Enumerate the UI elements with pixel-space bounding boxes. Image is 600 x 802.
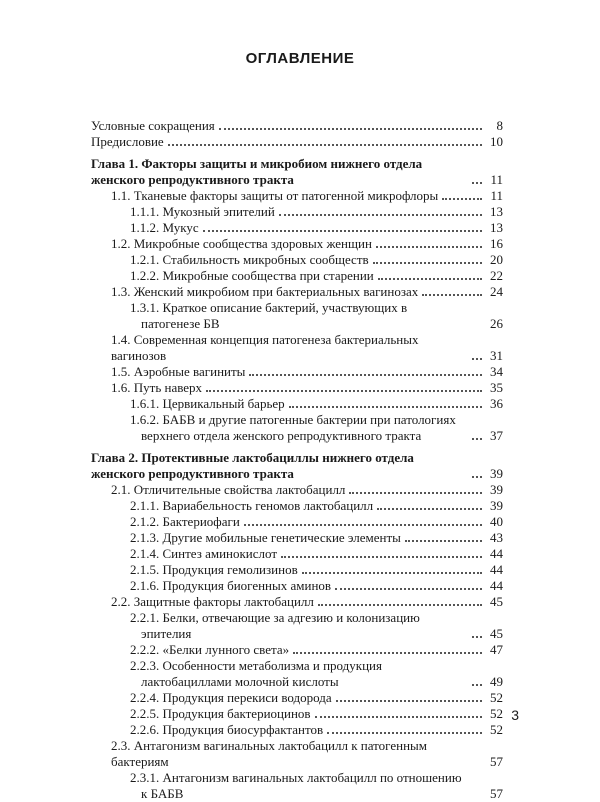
- dot-leader: [206, 390, 482, 392]
- dot-leader: [377, 508, 482, 510]
- dot-leader: [318, 604, 482, 606]
- dot-leader: [378, 278, 482, 280]
- toc-entry[interactable]: [91, 204, 503, 220]
- toc-entry-page: 11: [490, 172, 503, 187]
- toc-entry[interactable]: [91, 498, 503, 514]
- toc-entry-title: 2.2.5. Продукция бактериоцинов: [130, 706, 311, 721]
- toc-entry[interactable]: [91, 610, 503, 642]
- dot-leader: [472, 684, 482, 686]
- toc-entry[interactable]: [91, 642, 503, 658]
- dot-leader: [289, 406, 482, 408]
- toc-entry-title: 2.2.6. Продукция биосурфактантов: [130, 722, 324, 737]
- toc-entry-page: 57: [490, 786, 503, 801]
- toc-entry-page: 44: [490, 562, 503, 577]
- toc-entry-page: 26: [490, 316, 503, 331]
- toc-entry-title: 2.3. Антагонизм вагинальных лактобацилл к патогенным бактериям: [111, 738, 427, 769]
- toc-entry-title: 2.2.4. Продукция перекиси водорода: [130, 690, 332, 705]
- toc-entry-title: 1.3.1. Краткое описание бактерий, участвующих в патогенезе БВ: [130, 300, 408, 331]
- toc-entry[interactable]: [91, 396, 503, 412]
- toc-entry[interactable]: [91, 530, 503, 546]
- dot-leader: [279, 214, 482, 216]
- toc-entry-title: 1.6.2. БАБВ и другие патогенные бактерии при патологиях верхнего отдела женского репродуктивного тракта: [130, 412, 456, 443]
- page-number: 3: [511, 707, 519, 723]
- dot-leader: [203, 230, 482, 232]
- toc-entry-title: 2.1.6. Продукция биогенных аминов: [130, 578, 332, 593]
- toc-entry-page: 39: [490, 498, 503, 513]
- toc-entry-title: 1.6. Путь наверх: [111, 380, 203, 395]
- toc-entry-title: 1.2.1. Стабильность микробных сообществ: [130, 252, 369, 267]
- toc-entry-page: 47: [490, 642, 503, 657]
- toc-entry[interactable]: [91, 658, 503, 690]
- dot-leader: [422, 294, 482, 296]
- toc-entry-page: 36: [490, 396, 503, 411]
- toc-entry-page: 44: [490, 546, 503, 561]
- toc-entry-page: 45: [490, 594, 503, 609]
- toc-entry-title: 2.2.1. Белки, отвечающие за адгезию и колонизацию эпителия: [130, 610, 420, 641]
- toc-entry-page: 16: [490, 236, 503, 251]
- toc-entry-page: 39: [490, 482, 503, 497]
- toc-entry-page: 40: [490, 514, 503, 529]
- toc-entry-title: Глава 1. Факторы защиты и микробиом нижнего отдела женского репродуктивного тракта: [91, 156, 423, 187]
- toc-entry-page: 52: [490, 706, 503, 721]
- dot-leader: [472, 358, 482, 360]
- dot-leader: [472, 476, 482, 478]
- toc-entry-page: 57: [490, 754, 503, 769]
- toc-entry-title: 2.2.3. Особенности метаболизма и продукция лактобациллами молочной кислоты: [130, 658, 382, 689]
- dot-leader: [405, 540, 482, 542]
- toc-entry-page: 20: [490, 252, 503, 267]
- toc-entry-page: 11: [490, 188, 503, 203]
- dot-leader: [168, 144, 482, 146]
- toc-entry-page: 13: [490, 204, 503, 219]
- toc-entry[interactable]: [91, 722, 503, 738]
- toc-entry[interactable]: [91, 594, 503, 610]
- toc-entry-page: 10: [490, 134, 503, 149]
- toc-entry[interactable]: [91, 690, 503, 706]
- toc-entry-title: 2.1. Отличительные свойства лактобацилл: [111, 482, 346, 497]
- toc-entry-title: Предисловие: [91, 134, 164, 149]
- toc-entry-page: 49: [490, 674, 503, 689]
- toc-entry-title: 2.1.3. Другие мобильные генетические элементы: [130, 530, 401, 545]
- toc-entry-title: 1.3. Женский микробиом при бактериальных вагинозах: [111, 284, 419, 299]
- toc-entry-title: 1.4. Современная концепция патогенеза бактериальных вагинозов: [111, 332, 419, 363]
- dot-leader: [315, 716, 482, 718]
- toc-entry[interactable]: [91, 268, 503, 284]
- toc-entry-title: 2.2. Защитные факторы лактобацилл: [111, 594, 314, 609]
- toc-entry-title: 1.2. Микробные сообщества здоровых женщин: [111, 236, 372, 251]
- dot-leader: [336, 700, 482, 702]
- dot-leader: [373, 262, 482, 264]
- toc-entry-page: 13: [490, 220, 503, 235]
- dot-leader: [244, 524, 482, 526]
- toc-entry[interactable]: [91, 236, 503, 252]
- dot-leader: [335, 588, 482, 590]
- toc-entry-page: 34: [490, 364, 503, 379]
- toc-entry[interactable]: [91, 118, 503, 134]
- dot-leader: [472, 438, 482, 440]
- dot-leader: [302, 572, 482, 574]
- toc-entry-title: 2.1.2. Бактериофаги: [130, 514, 240, 529]
- toc-entry[interactable]: [91, 578, 503, 594]
- toc-entry-title: 2.3.1. Антагонизм вагинальных лактобацилл по отношению к БАБВ: [130, 770, 462, 801]
- toc-entry-title: 1.1.2. Мукус: [130, 220, 199, 235]
- toc-entry-title: 1.1. Тканевые факторы защиты от патогенной микрофлоры: [111, 188, 439, 203]
- toc-entry-page: 31: [490, 348, 503, 363]
- dot-leader: [249, 374, 482, 376]
- dot-leader: [472, 636, 482, 638]
- toc-entry[interactable]: [91, 252, 503, 268]
- dot-leader: [472, 182, 482, 184]
- toc-entry-title: Глава 2. Протективные лактобациллы нижнего отдела женского репродуктивного тракта: [91, 450, 414, 481]
- toc-entry[interactable]: [91, 134, 503, 150]
- toc-entry-title: 2.2.2. «Белки лунного света»: [130, 642, 290, 657]
- toc-entry-page: 45: [490, 626, 503, 641]
- toc-entry[interactable]: [91, 412, 503, 444]
- toc-entry[interactable]: [91, 738, 503, 770]
- toc-entry-title: 1.2.2. Микробные сообщества при старении: [130, 268, 374, 283]
- toc-entry-title: 1.1.1. Мукозный эпителий: [130, 204, 275, 219]
- toc-entry[interactable]: [91, 546, 503, 562]
- toc-entry-page: 24: [490, 284, 503, 299]
- toc-entry-page: 8: [496, 118, 503, 133]
- toc-entry-title: Условные сокращения: [91, 118, 215, 133]
- toc-entry[interactable]: [91, 482, 503, 498]
- toc-entry-page: 35: [490, 380, 503, 395]
- toc-entry[interactable]: [91, 300, 503, 332]
- page-title: ОГЛАВЛЕНИЕ: [245, 50, 355, 67]
- toc-entry-page: 52: [490, 690, 503, 705]
- toc-entry[interactable]: [91, 770, 503, 802]
- dot-leader: [293, 652, 482, 654]
- toc-entry-title: 1.6.1. Цервикальный барьер: [130, 396, 285, 411]
- toc-entry[interactable]: [91, 562, 503, 578]
- table-of-contents: [91, 118, 503, 802]
- toc-entry-page: 22: [490, 268, 503, 283]
- toc-entry[interactable]: [91, 188, 503, 204]
- toc-entry-title: 2.1.5. Продукция гемолизинов: [130, 562, 298, 577]
- dot-leader: [442, 198, 482, 200]
- dot-leader: [327, 732, 482, 734]
- dot-leader: [281, 556, 482, 558]
- toc-entry[interactable]: [91, 380, 503, 396]
- toc-entry-page: 44: [490, 578, 503, 593]
- toc-entry-page: 39: [490, 466, 503, 481]
- dot-leader: [219, 128, 482, 130]
- toc-entry[interactable]: [91, 284, 503, 300]
- toc-entry[interactable]: [91, 364, 503, 380]
- toc-entry-title: 2.1.4. Синтез аминокислот: [130, 546, 278, 561]
- dot-leader: [376, 246, 482, 248]
- toc-entry[interactable]: [91, 332, 503, 364]
- toc-entry[interactable]: [91, 514, 503, 530]
- toc-entry-page: 43: [490, 530, 503, 545]
- toc-entry[interactable]: [91, 220, 503, 236]
- toc-chapter[interactable]: [91, 156, 503, 188]
- toc-entry-page: 52: [490, 722, 503, 737]
- toc-entry-title: 1.5. Аэробные вагиниты: [111, 364, 246, 379]
- toc-entry-title: 2.1.1. Вариабельность геномов лактобацилл: [130, 498, 374, 513]
- toc-entry-page: 37: [490, 428, 503, 443]
- dot-leader: [349, 492, 482, 494]
- toc-chapter[interactable]: [91, 450, 503, 482]
- toc-entry[interactable]: [91, 706, 503, 722]
